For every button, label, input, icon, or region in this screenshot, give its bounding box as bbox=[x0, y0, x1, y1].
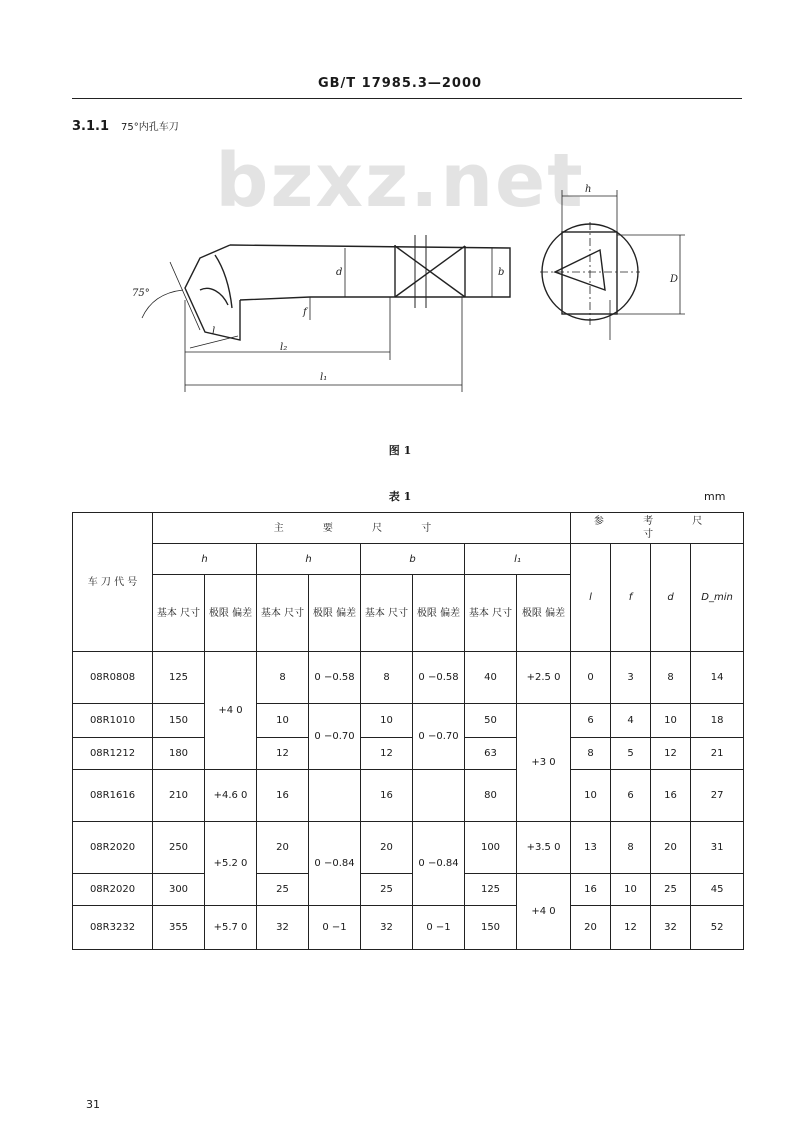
cell-b-tol bbox=[309, 770, 361, 822]
header-basic: 基本 尺寸 bbox=[361, 575, 413, 652]
cell-h-basic: 210 bbox=[153, 770, 205, 822]
section-number: 3.1.1 bbox=[72, 119, 110, 134]
cell-l1-len: 100 bbox=[465, 822, 517, 874]
cell-ref-l: 8 bbox=[571, 738, 611, 770]
cell-ref-d: 32 bbox=[651, 906, 691, 950]
header-tolerance: 极限 偏差 bbox=[413, 575, 465, 652]
header-basic: 基本 尺寸 bbox=[153, 575, 205, 652]
cell-code: 08R1010 bbox=[73, 704, 153, 738]
header-main-dims: 主 要 尺 寸 bbox=[153, 513, 571, 544]
cell-h-tol: +4.6 0 bbox=[205, 770, 257, 822]
cell-b-basic: 25 bbox=[257, 874, 309, 906]
dimensions-table bbox=[72, 512, 744, 950]
cell-ref-d: 8 bbox=[651, 652, 691, 704]
cell-ref-d: 12 bbox=[651, 738, 691, 770]
cell-ref-l: 0 bbox=[571, 652, 611, 704]
cell-code: 08R3232 bbox=[73, 906, 153, 950]
table-row bbox=[73, 704, 744, 738]
cell-h-tol: +5.2 0 bbox=[205, 822, 257, 906]
cell-code: 08R1616 bbox=[73, 770, 153, 822]
header-ref-d: d bbox=[651, 544, 691, 652]
section-title: 75°内孔车刀 bbox=[121, 122, 179, 133]
cell-ref-l: 13 bbox=[571, 822, 611, 874]
cell-b-tol: 0 −0.84 bbox=[309, 822, 361, 906]
cell-ref-f: 8 bbox=[611, 822, 651, 874]
dim-f-label: f bbox=[303, 307, 307, 318]
cell-ref-dmin: 52 bbox=[691, 906, 744, 950]
dim-b-label: b bbox=[498, 267, 505, 278]
tool-drawing-figure bbox=[0, 160, 800, 440]
tool-end-view bbox=[540, 190, 685, 340]
cell-l1-len: 40 bbox=[465, 652, 517, 704]
cell-l1-basic: 10 bbox=[361, 704, 413, 738]
cell-h-tol: +5.7 0 bbox=[205, 906, 257, 950]
figure-caption: 图 1 bbox=[388, 444, 412, 457]
cell-h-basic: 250 bbox=[153, 822, 205, 874]
header-ref-l: l bbox=[571, 544, 611, 652]
cell-ref-d: 20 bbox=[651, 822, 691, 874]
cell-b-basic: 32 bbox=[257, 906, 309, 950]
header-h2: h bbox=[257, 544, 361, 575]
header-tolerance: 极限 偏差 bbox=[309, 575, 361, 652]
cell-ref-d: 16 bbox=[651, 770, 691, 822]
angle-label: 75° bbox=[132, 288, 150, 299]
header-h: h bbox=[153, 544, 257, 575]
table-row bbox=[73, 652, 744, 704]
standard-header: GB/T 17985.3—2000 bbox=[317, 76, 483, 91]
cell-ref-dmin: 18 bbox=[691, 704, 744, 738]
header-basic: 基本 尺寸 bbox=[257, 575, 309, 652]
cell-l1-len: 125 bbox=[465, 874, 517, 906]
cell-l1-tol: 0 −0.84 bbox=[413, 822, 465, 906]
header-ref-dims: 参 考 尺 寸 bbox=[571, 513, 744, 544]
cell-code: 08R1212 bbox=[73, 738, 153, 770]
cell-len-tol: +2.5 0 bbox=[517, 652, 571, 704]
cell-b-basic: 10 bbox=[257, 704, 309, 738]
cell-l1-basic: 8 bbox=[361, 652, 413, 704]
table-row bbox=[73, 822, 744, 874]
header-designation: 车 刀 代 号 bbox=[73, 513, 153, 652]
header-ref-f: f bbox=[611, 544, 651, 652]
cell-l1-tol bbox=[413, 770, 465, 822]
cell-code: 08R2020 bbox=[73, 874, 153, 906]
cell-b-basic: 16 bbox=[257, 770, 309, 822]
cell-b-tol: 0 −0.70 bbox=[309, 704, 361, 770]
cell-l1-len: 63 bbox=[465, 738, 517, 770]
dim-l1-label: l₁ bbox=[320, 372, 328, 383]
cell-h-basic: 355 bbox=[153, 906, 205, 950]
cell-ref-dmin: 14 bbox=[691, 652, 744, 704]
cell-ref-l: 6 bbox=[571, 704, 611, 738]
section-heading bbox=[72, 118, 179, 134]
cell-ref-f: 5 bbox=[611, 738, 651, 770]
cell-ref-dmin: 45 bbox=[691, 874, 744, 906]
cell-h-basic: 125 bbox=[153, 652, 205, 704]
cell-l1-tol: 0 −0.70 bbox=[413, 704, 465, 770]
cell-b-basic: 12 bbox=[257, 738, 309, 770]
cell-code: 08R2020 bbox=[73, 822, 153, 874]
dim-h-label: h bbox=[585, 184, 592, 195]
header-tolerance: 极限 偏差 bbox=[517, 575, 571, 652]
cell-ref-l: 20 bbox=[571, 906, 611, 950]
cell-l1-basic: 16 bbox=[361, 770, 413, 822]
cell-ref-f: 3 bbox=[611, 652, 651, 704]
cell-ref-dmin: 31 bbox=[691, 822, 744, 874]
dim-l-label: l bbox=[212, 326, 216, 337]
dim-d-label: d bbox=[336, 267, 343, 278]
cell-b-basic: 8 bbox=[257, 652, 309, 704]
cell-ref-dmin: 21 bbox=[691, 738, 744, 770]
cell-l1-basic: 12 bbox=[361, 738, 413, 770]
cell-ref-l: 10 bbox=[571, 770, 611, 822]
cell-ref-f: 6 bbox=[611, 770, 651, 822]
table-unit: mm bbox=[704, 490, 726, 503]
cell-h-basic: 180 bbox=[153, 738, 205, 770]
cell-l1-len: 50 bbox=[465, 704, 517, 738]
table-row bbox=[73, 906, 744, 950]
cell-l1-basic: 20 bbox=[361, 822, 413, 874]
header-rule bbox=[72, 98, 742, 99]
cell-b-tol: 0 −0.58 bbox=[309, 652, 361, 704]
cell-ref-d: 10 bbox=[651, 704, 691, 738]
cell-l1-tol: 0 −0.58 bbox=[413, 652, 465, 704]
header-b: b bbox=[361, 544, 465, 575]
cell-h-basic: 150 bbox=[153, 704, 205, 738]
dim-D-label: D bbox=[670, 274, 679, 285]
cell-ref-f: 12 bbox=[611, 906, 651, 950]
cell-len-tol: +3 0 bbox=[517, 704, 571, 822]
table-caption: 表 1 bbox=[388, 490, 412, 503]
watermark: bzxz.net bbox=[215, 138, 585, 224]
cell-b-basic: 20 bbox=[257, 822, 309, 874]
cell-l1-basic: 32 bbox=[361, 906, 413, 950]
dim-l2-label: l₂ bbox=[280, 342, 288, 353]
cell-ref-l: 16 bbox=[571, 874, 611, 906]
header-basic: 基本 尺寸 bbox=[465, 575, 517, 652]
table-row bbox=[73, 770, 744, 822]
cell-code: 08R0808 bbox=[73, 652, 153, 704]
header-tolerance: 极限 偏差 bbox=[205, 575, 257, 652]
cell-len-tol: +3.5 0 bbox=[517, 822, 571, 874]
table-row bbox=[73, 738, 744, 770]
cell-ref-f: 10 bbox=[611, 874, 651, 906]
page-number: 31 bbox=[86, 1098, 100, 1111]
table-row bbox=[73, 874, 744, 906]
cell-l1-tol: 0 −1 bbox=[413, 906, 465, 950]
cell-ref-dmin: 27 bbox=[691, 770, 744, 822]
cell-l1-len: 150 bbox=[465, 906, 517, 950]
tool-side-view bbox=[142, 235, 510, 392]
header-ref-dmin: D_min bbox=[691, 544, 744, 652]
cell-b-tol: 0 −1 bbox=[309, 906, 361, 950]
cell-ref-f: 4 bbox=[611, 704, 651, 738]
cell-l1-basic: 25 bbox=[361, 874, 413, 906]
cell-ref-d: 25 bbox=[651, 874, 691, 906]
header-l1: l₁ bbox=[465, 544, 571, 575]
cell-h-tol: +4 0 bbox=[205, 652, 257, 770]
cell-h-basic: 300 bbox=[153, 874, 205, 906]
cell-len-tol: +4 0 bbox=[517, 874, 571, 950]
cell-l1-len: 80 bbox=[465, 770, 517, 822]
